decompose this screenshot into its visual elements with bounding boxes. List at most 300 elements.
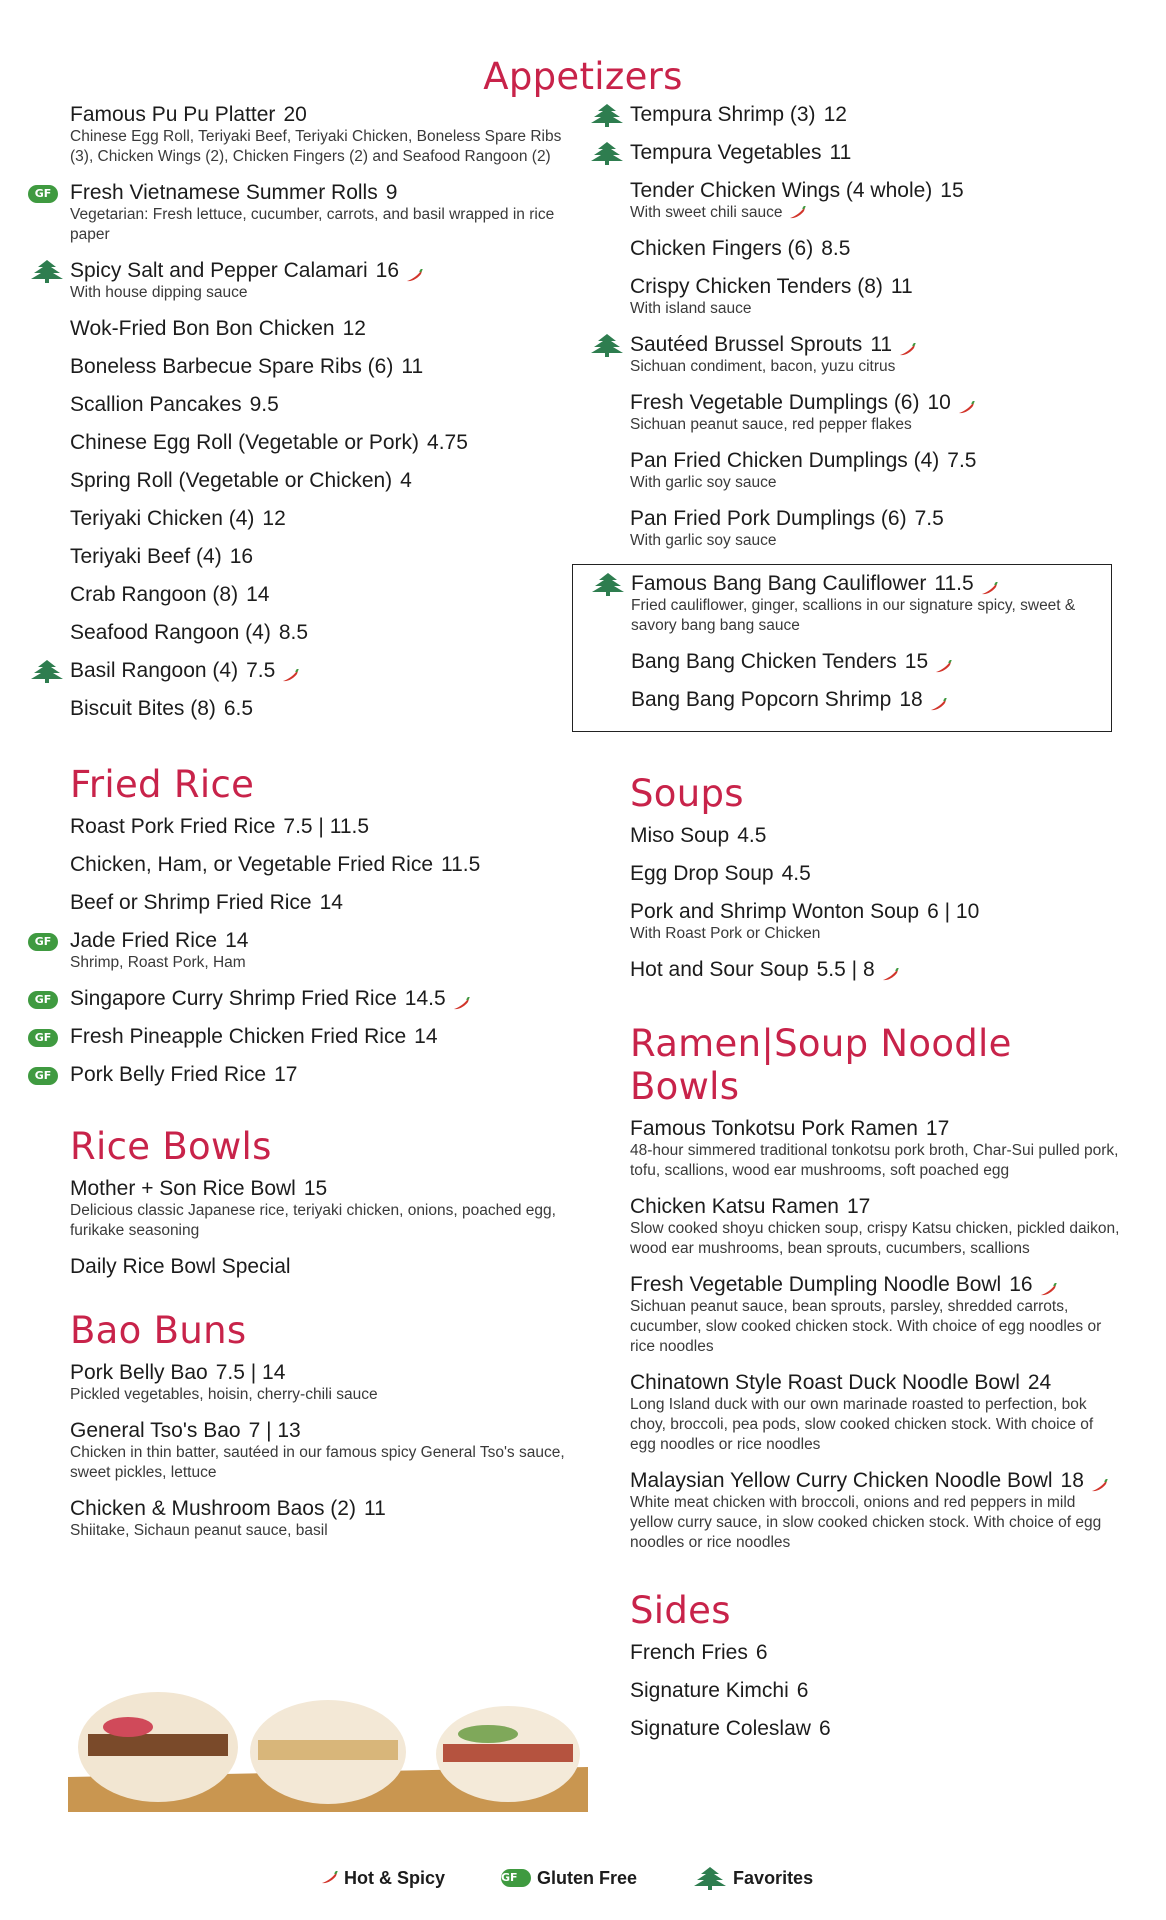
- gf-badge-text: GF: [28, 933, 58, 951]
- pine-tree-icon: [590, 103, 624, 127]
- item-description: [630, 1493, 1120, 1553]
- item-name: Chinese Egg Roll (Vegetable or Pork): [70, 431, 420, 454]
- item-name: Fresh Vietnamese Summer Rolls: [70, 181, 378, 204]
- soups-section: [630, 772, 1120, 982]
- item-description-text: Shrimp, Roast Pork, Ham: [70, 954, 246, 971]
- chili-pepper-icon: [281, 664, 299, 678]
- menu-item: [630, 1678, 895, 1703]
- item-description-text: With Roast Pork or Chicken: [630, 925, 821, 942]
- item-name-row: [70, 430, 570, 455]
- item-name: Teriyaki Chicken (4): [70, 507, 255, 530]
- appetizers-left-list: [34, 102, 570, 721]
- item-name: Jade Fried Rice: [70, 929, 218, 952]
- item-price: 8.5: [278, 621, 309, 644]
- item-name: Bang Bang Chicken Tenders: [631, 650, 897, 673]
- item-name-row: [70, 316, 570, 341]
- menu-item: [631, 649, 1101, 674]
- item-description: [630, 299, 1120, 319]
- menu-item: [70, 1496, 570, 1541]
- menu-item: [630, 332, 1120, 377]
- menu-item: [34, 1062, 570, 1087]
- item-price: 14: [414, 1025, 438, 1048]
- item-name: Teriyaki Beef (4): [70, 545, 222, 568]
- menu-item: [630, 448, 1120, 493]
- item-name-row: [631, 687, 1101, 712]
- item-name: Famous Tonkotsu Pork Ramen: [630, 1117, 918, 1140]
- item-description: [70, 1443, 570, 1483]
- pine-tree-icon: [591, 572, 625, 596]
- item-price: 7.5 | 11.5: [283, 815, 370, 838]
- item-name-row: [70, 180, 570, 205]
- item-name: Chicken & Mushroom Baos (2): [70, 1497, 356, 1520]
- item-price: 14: [225, 929, 249, 952]
- item-name: Crispy Chicken Tenders (8): [630, 275, 883, 298]
- menu-item: [630, 957, 1120, 982]
- sides-section: [630, 1589, 1120, 1754]
- menu-item: [70, 316, 570, 341]
- gf-badge-text: GF: [28, 1067, 58, 1085]
- menu-item: [70, 392, 570, 417]
- menu-item: [70, 468, 570, 493]
- menu-item: [70, 620, 570, 645]
- menu-item: [630, 861, 1120, 886]
- item-name: Pork Belly Bao: [70, 1361, 208, 1384]
- chili-pepper-icon: [1090, 1474, 1108, 1488]
- item-name-row: [70, 506, 570, 531]
- item-description: [631, 596, 1101, 636]
- item-price: 15: [940, 179, 964, 202]
- item-name: Miso Soup: [630, 824, 730, 847]
- item-name: Famous Bang Bang Cauliflower: [631, 572, 927, 595]
- item-name-row: [631, 571, 1101, 596]
- menu-item: [70, 696, 570, 721]
- item-name-row: [70, 658, 570, 683]
- item-price: 12: [342, 317, 366, 340]
- item-description: [630, 531, 1120, 551]
- item-name-row: [630, 1716, 895, 1741]
- item-description: [630, 203, 1120, 223]
- appetizers-title: Appetizers: [483, 55, 683, 98]
- menu-item: [630, 1468, 1120, 1553]
- menu-item: [630, 1716, 895, 1741]
- item-name-row: [630, 102, 1120, 127]
- item-description: [70, 205, 570, 245]
- bang-bang-box: [572, 564, 1112, 732]
- item-name: Biscuit Bites (8): [70, 697, 216, 720]
- chili-pepper-icon: [980, 577, 998, 591]
- item-description-text: With sweet chili sauce: [630, 204, 783, 221]
- item-price: 9: [385, 181, 398, 204]
- legend-gf-label: Gluten Free: [537, 1867, 638, 1888]
- menu-item: [630, 236, 1120, 261]
- item-name-row: [70, 620, 570, 645]
- bao-buns-list: [70, 1360, 570, 1541]
- item-name: Bang Bang Popcorn Shrimp: [631, 688, 892, 711]
- menu-item: [630, 899, 1120, 944]
- item-name: Fresh Vegetable Dumpling Noodle Bowl: [630, 1273, 1002, 1296]
- item-name: Pan Fried Pork Dumplings (6): [630, 507, 907, 530]
- item-name: Scallion Pancakes: [70, 393, 242, 416]
- sides-title: Sides: [630, 1589, 731, 1632]
- fried-rice-title: Fried Rice: [70, 763, 255, 806]
- item-name-row: [630, 390, 1120, 415]
- menu-item: [630, 140, 1120, 165]
- item-price: 7.5: [914, 507, 944, 530]
- item-price: 17: [925, 1117, 950, 1140]
- item-description-text: Sichuan peanut sauce, red pepper flakes: [630, 416, 912, 433]
- item-name-row: [630, 861, 1120, 886]
- menu-item: [70, 1418, 570, 1483]
- item-name: Spring Roll (Vegetable or Chicken): [70, 469, 393, 492]
- item-name: Famous Pu Pu Platter: [70, 103, 276, 126]
- menu-item: [70, 354, 570, 379]
- item-name: Spicy Salt and Pepper Calamari: [70, 259, 368, 282]
- item-name-row: [630, 1116, 1120, 1141]
- item-price: 15: [904, 650, 929, 673]
- item-price: 5.5 | 8: [816, 958, 875, 981]
- item-description-text: With garlic soy sauce: [630, 474, 777, 491]
- item-name: Singapore Curry Shrimp Fried Rice: [70, 987, 397, 1010]
- chili-pepper-icon: [405, 264, 423, 278]
- item-price: 20: [283, 103, 307, 126]
- gf-badge-text: GF: [28, 185, 58, 203]
- item-price: 4.5: [737, 824, 767, 847]
- item-description: [630, 924, 1120, 944]
- item-price: 12: [262, 507, 286, 530]
- item-description: [70, 283, 570, 303]
- item-name-row: [630, 1194, 1120, 1219]
- menu-item: [630, 1370, 1120, 1455]
- item-price: 6: [796, 1679, 809, 1702]
- menu-item: [630, 178, 1120, 223]
- item-description: [630, 1395, 1120, 1455]
- item-name: Crab Rangoon (8): [70, 583, 239, 606]
- bao-buns-section: [70, 1309, 570, 1541]
- item-price: 7 | 13: [248, 1419, 301, 1442]
- menu-item: [630, 102, 1120, 127]
- menu-item: [34, 986, 570, 1011]
- item-name-row: [70, 814, 570, 839]
- menu-item: [630, 506, 1120, 551]
- item-name: Chinatown Style Roast Duck Noodle Bowl: [630, 1371, 1020, 1394]
- item-name: Fresh Vegetable Dumplings (6): [630, 391, 920, 414]
- item-price: 17: [846, 1195, 871, 1218]
- menu-item: [631, 687, 1101, 712]
- item-description-text: 48-hour simmered traditional tonkotsu pork broth, Char-Sui pulled pork, tofu, scallions, wood ear mushrooms, soft poached egg: [630, 1142, 1119, 1179]
- legend-hot-label: Hot & Spicy: [344, 1867, 446, 1888]
- item-price: 11.5: [441, 853, 481, 876]
- item-name: Tempura Shrimp (3): [630, 103, 816, 126]
- item-price: 6 | 10: [927, 900, 980, 923]
- gf-badge-text: GF: [28, 1029, 58, 1047]
- item-name: Chicken Fingers (6): [630, 237, 814, 260]
- gluten-free-badge-icon: GF: [501, 1869, 531, 1887]
- item-name: General Tso's Bao: [70, 1419, 241, 1442]
- item-name: Roast Pork Fried Rice: [70, 815, 276, 838]
- item-name-row: [70, 582, 570, 607]
- item-price: 6.5: [223, 697, 254, 720]
- item-name-row: [70, 1024, 570, 1049]
- item-price: 11: [401, 355, 424, 378]
- item-description-text: Delicious classic Japanese rice, teriyaki chicken, onions, poached egg, furikake seasoning: [70, 1202, 556, 1239]
- item-price: 14.5: [404, 987, 446, 1010]
- item-price: 18: [1060, 1469, 1084, 1492]
- item-price: 6: [755, 1641, 768, 1664]
- pine-tree-icon: [693, 1866, 727, 1890]
- item-name-row: [70, 928, 570, 953]
- menu-item: [630, 1116, 1120, 1181]
- bang-bang-list: [631, 571, 1101, 712]
- ramen-title: Ramen|Soup Noodle Bowls: [630, 1022, 1012, 1108]
- item-name: Daily Rice Bowl Special: [70, 1255, 291, 1278]
- menu-item: [630, 1640, 895, 1665]
- gluten-free-badge-icon: [28, 1028, 62, 1052]
- item-name: Beef or Shrimp Fried Rice: [70, 891, 312, 914]
- ramen-list: [630, 1116, 1120, 1553]
- item-price: 8.5: [821, 237, 851, 260]
- rice-bowls-title: Rice Bowls: [70, 1125, 272, 1168]
- item-price: 11: [829, 141, 852, 164]
- item-name-row: [630, 1272, 1120, 1297]
- item-name: Signature Kimchi: [630, 1679, 789, 1702]
- item-name: Sautéed Brussel Sprouts: [630, 333, 863, 356]
- item-name-row: [630, 140, 1120, 165]
- menu-item: [630, 1194, 1120, 1259]
- gluten-free-badge-icon: [28, 1066, 62, 1090]
- item-name-row: [70, 1360, 570, 1385]
- item-name-row: [630, 1678, 895, 1703]
- item-price: 18: [899, 688, 923, 711]
- item-price: 17: [274, 1063, 298, 1086]
- item-description-text: With garlic soy sauce: [630, 532, 777, 549]
- item-description: [70, 1385, 570, 1405]
- menu-item: [630, 823, 1120, 848]
- item-description-text: Vegetarian: Fresh lettuce, cucumber, carrots, and basil wrapped in rice paper: [70, 206, 555, 243]
- appetizers-right-list: [630, 102, 1120, 551]
- fried-rice-section: [34, 763, 570, 1087]
- item-name-row: [630, 899, 1120, 924]
- ramen-section: [630, 1022, 1120, 1553]
- item-name: Basil Rangoon (4): [70, 659, 239, 682]
- item-description: [630, 415, 1120, 435]
- item-price: 14: [246, 583, 270, 606]
- item-price: 9.5: [249, 393, 279, 416]
- item-name: Tender Chicken Wings (4 whole): [630, 179, 933, 202]
- item-price: 11: [363, 1497, 386, 1520]
- item-name: Pork and Shrimp Wonton Soup: [630, 900, 920, 923]
- legend-fav-label: Favorites: [733, 1867, 814, 1888]
- left-column: [34, 102, 570, 1554]
- item-price: 10: [927, 391, 951, 414]
- item-price: 7.5: [947, 449, 977, 472]
- item-description: [70, 127, 570, 167]
- menu-item: [34, 180, 570, 245]
- item-price: 24: [1027, 1371, 1052, 1394]
- item-name: Signature Coleslaw: [630, 1717, 811, 1740]
- item-name-row: [630, 1640, 895, 1665]
- item-name-row: [70, 986, 570, 1011]
- item-name-row: [630, 274, 1120, 299]
- legend-hot: [320, 1866, 445, 1890]
- item-description-text: With house dipping sauce: [70, 284, 248, 301]
- menu-item: [34, 1024, 570, 1049]
- gf-badge-text: GF: [28, 991, 58, 1009]
- item-price: 12: [823, 103, 847, 126]
- item-description-text: Shiitake, Sichaun peanut sauce, basil: [70, 1522, 328, 1539]
- item-name-row: [70, 392, 570, 417]
- menu-item: [70, 852, 570, 877]
- menu-item: [70, 890, 570, 915]
- gluten-free-badge-icon: [28, 990, 62, 1014]
- item-name: Chicken Katsu Ramen: [630, 1195, 839, 1218]
- sides-list: [630, 1640, 1110, 1754]
- chili-pepper-icon: [881, 963, 899, 977]
- item-price: 4.5: [781, 862, 811, 885]
- item-name: Wok-Fried Bon Bon Chicken: [70, 317, 335, 340]
- item-name-row: [630, 332, 1120, 357]
- item-description-text: Pickled vegetables, hoisin, cherry-chili sauce: [70, 1386, 378, 1403]
- rice-bowls-section: [70, 1125, 570, 1279]
- item-name: Pan Fried Chicken Dumplings (4): [630, 449, 940, 472]
- legend-gf: [501, 1866, 637, 1890]
- chili-pepper-icon: [898, 338, 916, 352]
- chili-pepper-icon: [1039, 1278, 1057, 1292]
- menu-item: [630, 1272, 1120, 1357]
- item-name-row: [630, 448, 1120, 473]
- menu-item: [70, 1360, 570, 1405]
- item-description: [630, 473, 1120, 493]
- menu-item: [70, 658, 570, 683]
- menu-item: [34, 928, 570, 973]
- item-name-row: [70, 468, 570, 493]
- chili-pepper-icon: [957, 396, 975, 410]
- item-price: 14: [319, 891, 343, 914]
- item-price: 16: [229, 545, 254, 568]
- item-name-row: [70, 544, 570, 569]
- item-name-row: [70, 102, 570, 127]
- item-price: 4.75: [427, 431, 468, 454]
- pine-tree-icon: [30, 659, 64, 683]
- item-description-text: Chicken in thin batter, sautéed in our famous spicy General Tso's sauce, sweet pickles, lettuce: [70, 1444, 565, 1481]
- chili-pepper-icon: [934, 655, 952, 669]
- item-name-row: [70, 258, 570, 283]
- menu-item: [70, 102, 570, 167]
- item-description-text: Long Island duck with our own marinade roasted to perfection, bok choy, broccoli, pea pods, slow cooked chicken stock. With choice of egg noodles or rice noodles: [630, 1396, 1094, 1453]
- chili-pepper-icon: [929, 693, 947, 707]
- item-description-text: Sichuan peanut sauce, bean sprouts, parsley, shredded carrots, cucumber, slow cooked chicken stock. With choice of egg noodles or rice noodles: [630, 1298, 1102, 1355]
- item-name: French Fries: [630, 1641, 748, 1664]
- item-name: Mother + Son Rice Bowl: [70, 1177, 296, 1200]
- menu-item: [630, 390, 1120, 435]
- item-name: Boneless Barbecue Spare Ribs (6): [70, 355, 394, 378]
- item-name: Egg Drop Soup: [630, 862, 774, 885]
- item-name: Fresh Pineapple Chicken Fried Rice: [70, 1025, 407, 1048]
- item-description: [630, 1297, 1120, 1357]
- soups-list: [630, 823, 1120, 982]
- item-name-row: [630, 1370, 1120, 1395]
- item-name-row: [631, 649, 1101, 674]
- item-description: [70, 1521, 570, 1541]
- item-name-row: [70, 1418, 570, 1443]
- soups-title: Soups: [630, 772, 744, 815]
- menu-item: [631, 571, 1101, 636]
- item-name: Malaysian Yellow Curry Chicken Noodle Bowl: [630, 1469, 1053, 1492]
- legend-fav: [693, 1866, 813, 1890]
- gluten-free-badge-icon: [28, 184, 62, 208]
- item-name: Tempura Vegetables: [630, 141, 822, 164]
- menu-item: [70, 814, 570, 839]
- item-name-row: [630, 1468, 1120, 1493]
- item-name-row: [70, 354, 570, 379]
- pine-tree-icon: [590, 141, 624, 165]
- item-price: 11: [890, 275, 913, 298]
- menu-item: [70, 258, 570, 303]
- item-name-row: [630, 506, 1120, 531]
- rice-bowls-list: [70, 1176, 570, 1279]
- item-price: 11: [870, 333, 893, 356]
- item-description-text: Slow cooked shoyu chicken soup, crispy Katsu chicken, pickled daikon, wood ear mushrooms, bean sprouts, cucumbers, scallions: [630, 1220, 1120, 1257]
- menu-item: [70, 1176, 570, 1241]
- menu-item: [70, 544, 570, 569]
- item-description: [70, 953, 570, 973]
- item-name-row: [630, 236, 1120, 261]
- item-name: Hot and Sour Soup: [630, 958, 809, 981]
- item-name-row: [630, 957, 1120, 982]
- item-name-row: [70, 1176, 570, 1201]
- legend: [320, 1866, 813, 1890]
- item-price: 4: [400, 469, 412, 492]
- item-price: 7.5: [246, 659, 276, 682]
- item-name-row: [70, 696, 570, 721]
- item-price: 16: [375, 259, 400, 282]
- chili-pepper-icon: [788, 206, 806, 220]
- item-name: Chicken, Ham, or Vegetable Fried Rice: [70, 853, 433, 876]
- item-price: 16: [1009, 1273, 1033, 1296]
- item-description-text: Chinese Egg Roll, Teriyaki Beef, Teriyaki Chicken, Boneless Spare Ribs (3), Chicken Wings (2), Chicken Fingers (2) and Seafood Rangoon (2): [70, 128, 562, 165]
- item-name-row: [630, 178, 1120, 203]
- item-description: [630, 357, 1120, 377]
- item-price: 7.5 | 14: [215, 1361, 286, 1384]
- item-description: [630, 1219, 1120, 1259]
- item-name-row: [70, 890, 570, 915]
- bao-buns-photo: [68, 1672, 588, 1812]
- item-name-row: [70, 1062, 570, 1087]
- menu-item: [70, 506, 570, 531]
- menu-item: [630, 274, 1120, 319]
- item-description: [70, 1201, 570, 1241]
- menu-item: [70, 430, 570, 455]
- item-description-text: Sichuan condiment, bacon, yuzu citrus: [630, 358, 896, 375]
- right-column: [630, 102, 1120, 1754]
- item-price: 15: [303, 1177, 328, 1200]
- item-description-text: With island sauce: [630, 300, 752, 317]
- pine-tree-icon: [590, 333, 624, 357]
- item-price: 11.5: [934, 572, 974, 595]
- bao-buns-title: Bao Buns: [70, 1309, 247, 1352]
- item-name: Seafood Rangoon (4): [70, 621, 271, 644]
- gluten-free-badge-icon: [28, 932, 62, 956]
- item-name-row: [70, 852, 570, 877]
- menu-item: [70, 582, 570, 607]
- menu-item: [70, 1254, 570, 1279]
- item-description-text: White meat chicken with broccoli, onions and red peppers in mild yellow curry sauce, in slow cooked chicken stock. With choice of egg noodles or rice noodles: [630, 1494, 1102, 1551]
- fried-rice-list: [34, 814, 570, 1087]
- chili-pepper-icon: [320, 1871, 338, 1885]
- item-price: 6: [818, 1717, 831, 1740]
- item-name-row: [70, 1496, 570, 1521]
- item-name-row: [630, 823, 1120, 848]
- item-description-text: Fried cauliflower, ginger, scallions in our signature spicy, sweet & savory bang bang sauce: [631, 597, 1076, 634]
